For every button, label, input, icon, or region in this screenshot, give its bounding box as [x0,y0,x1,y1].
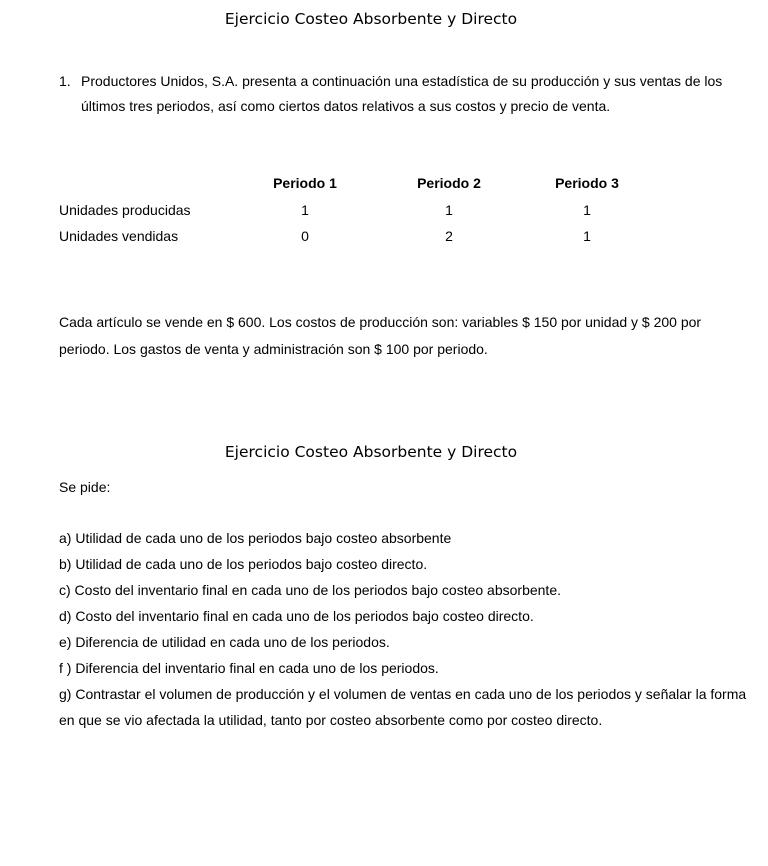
table-cell: 0 [301,228,309,245]
list-item: a) Utilidad de cada uno de los periodos bajo costeo absorbente [59,530,452,546]
production-sales-table [59,170,651,250]
table-row [59,197,651,224]
section-title: Ejercicio Costeo Absorbente y Directo [224,443,518,461]
document-title: Ejercicio Costeo Absorbente y Directo [224,10,518,28]
table-cell: 2 [445,228,453,245]
list-item: f ) Diferencia del inventario final en cada uno de los periodos. [59,660,439,676]
intro-paragraph [59,69,749,119]
questions-list [59,525,749,733]
table-header-periodo-1: Periodo 1 [273,175,337,192]
row-label-unidades-vendidas: Unidades vendidas [59,228,179,245]
list-item: e) Diferencia de utilidad en cada uno de los periodos. [59,634,390,650]
list-item: b) Utilidad de cada uno de los periodos bajo costeo directo. [59,556,428,572]
list-item: d) Costo del inventario final en cada uno de los periodos bajo costeo directo. [59,608,534,624]
pricing-paragraph: Cada artículo se vende en $ 600. Los costos de producción son: variables $ 150 por unidad y $ 200 por periodo. Los gastos de venta y administración son $ 100 por periodo. [59,314,702,357]
table-cell: 1 [445,201,453,218]
row-label-unidades-producidas: Unidades producidas [59,201,191,218]
table-cell: 1 [583,228,591,245]
table-row [59,223,651,250]
table-header-periodo-3: Periodo 3 [555,175,619,192]
intro-text: Productores Unidos, S.A. presenta a continuación una estadística de su producción y sus ventas de los últimos tres periodos, así como ciertos datos relativos a sus costos y precio de venta. [81,73,723,114]
table-header-periodo-2: Periodo 2 [417,175,481,192]
list-number: 1. [59,73,71,89]
list-item: g) Contrastar el volumen de producción y el volumen de ventas en cada uno de los periodos y señalar la forma en que se vio afectada la utilidad, tanto por costeo absorbente como por costeo directo. [59,686,747,728]
table-header-empty [59,170,235,197]
table-header-row [59,170,651,197]
se-pide-label: Se pide: [59,479,111,495]
table-cell: 1 [583,201,591,218]
table-cell: 1 [301,201,309,218]
list-item: c) Costo del inventario final en cada uno de los periodos bajo costeo absorbente. [59,582,561,598]
